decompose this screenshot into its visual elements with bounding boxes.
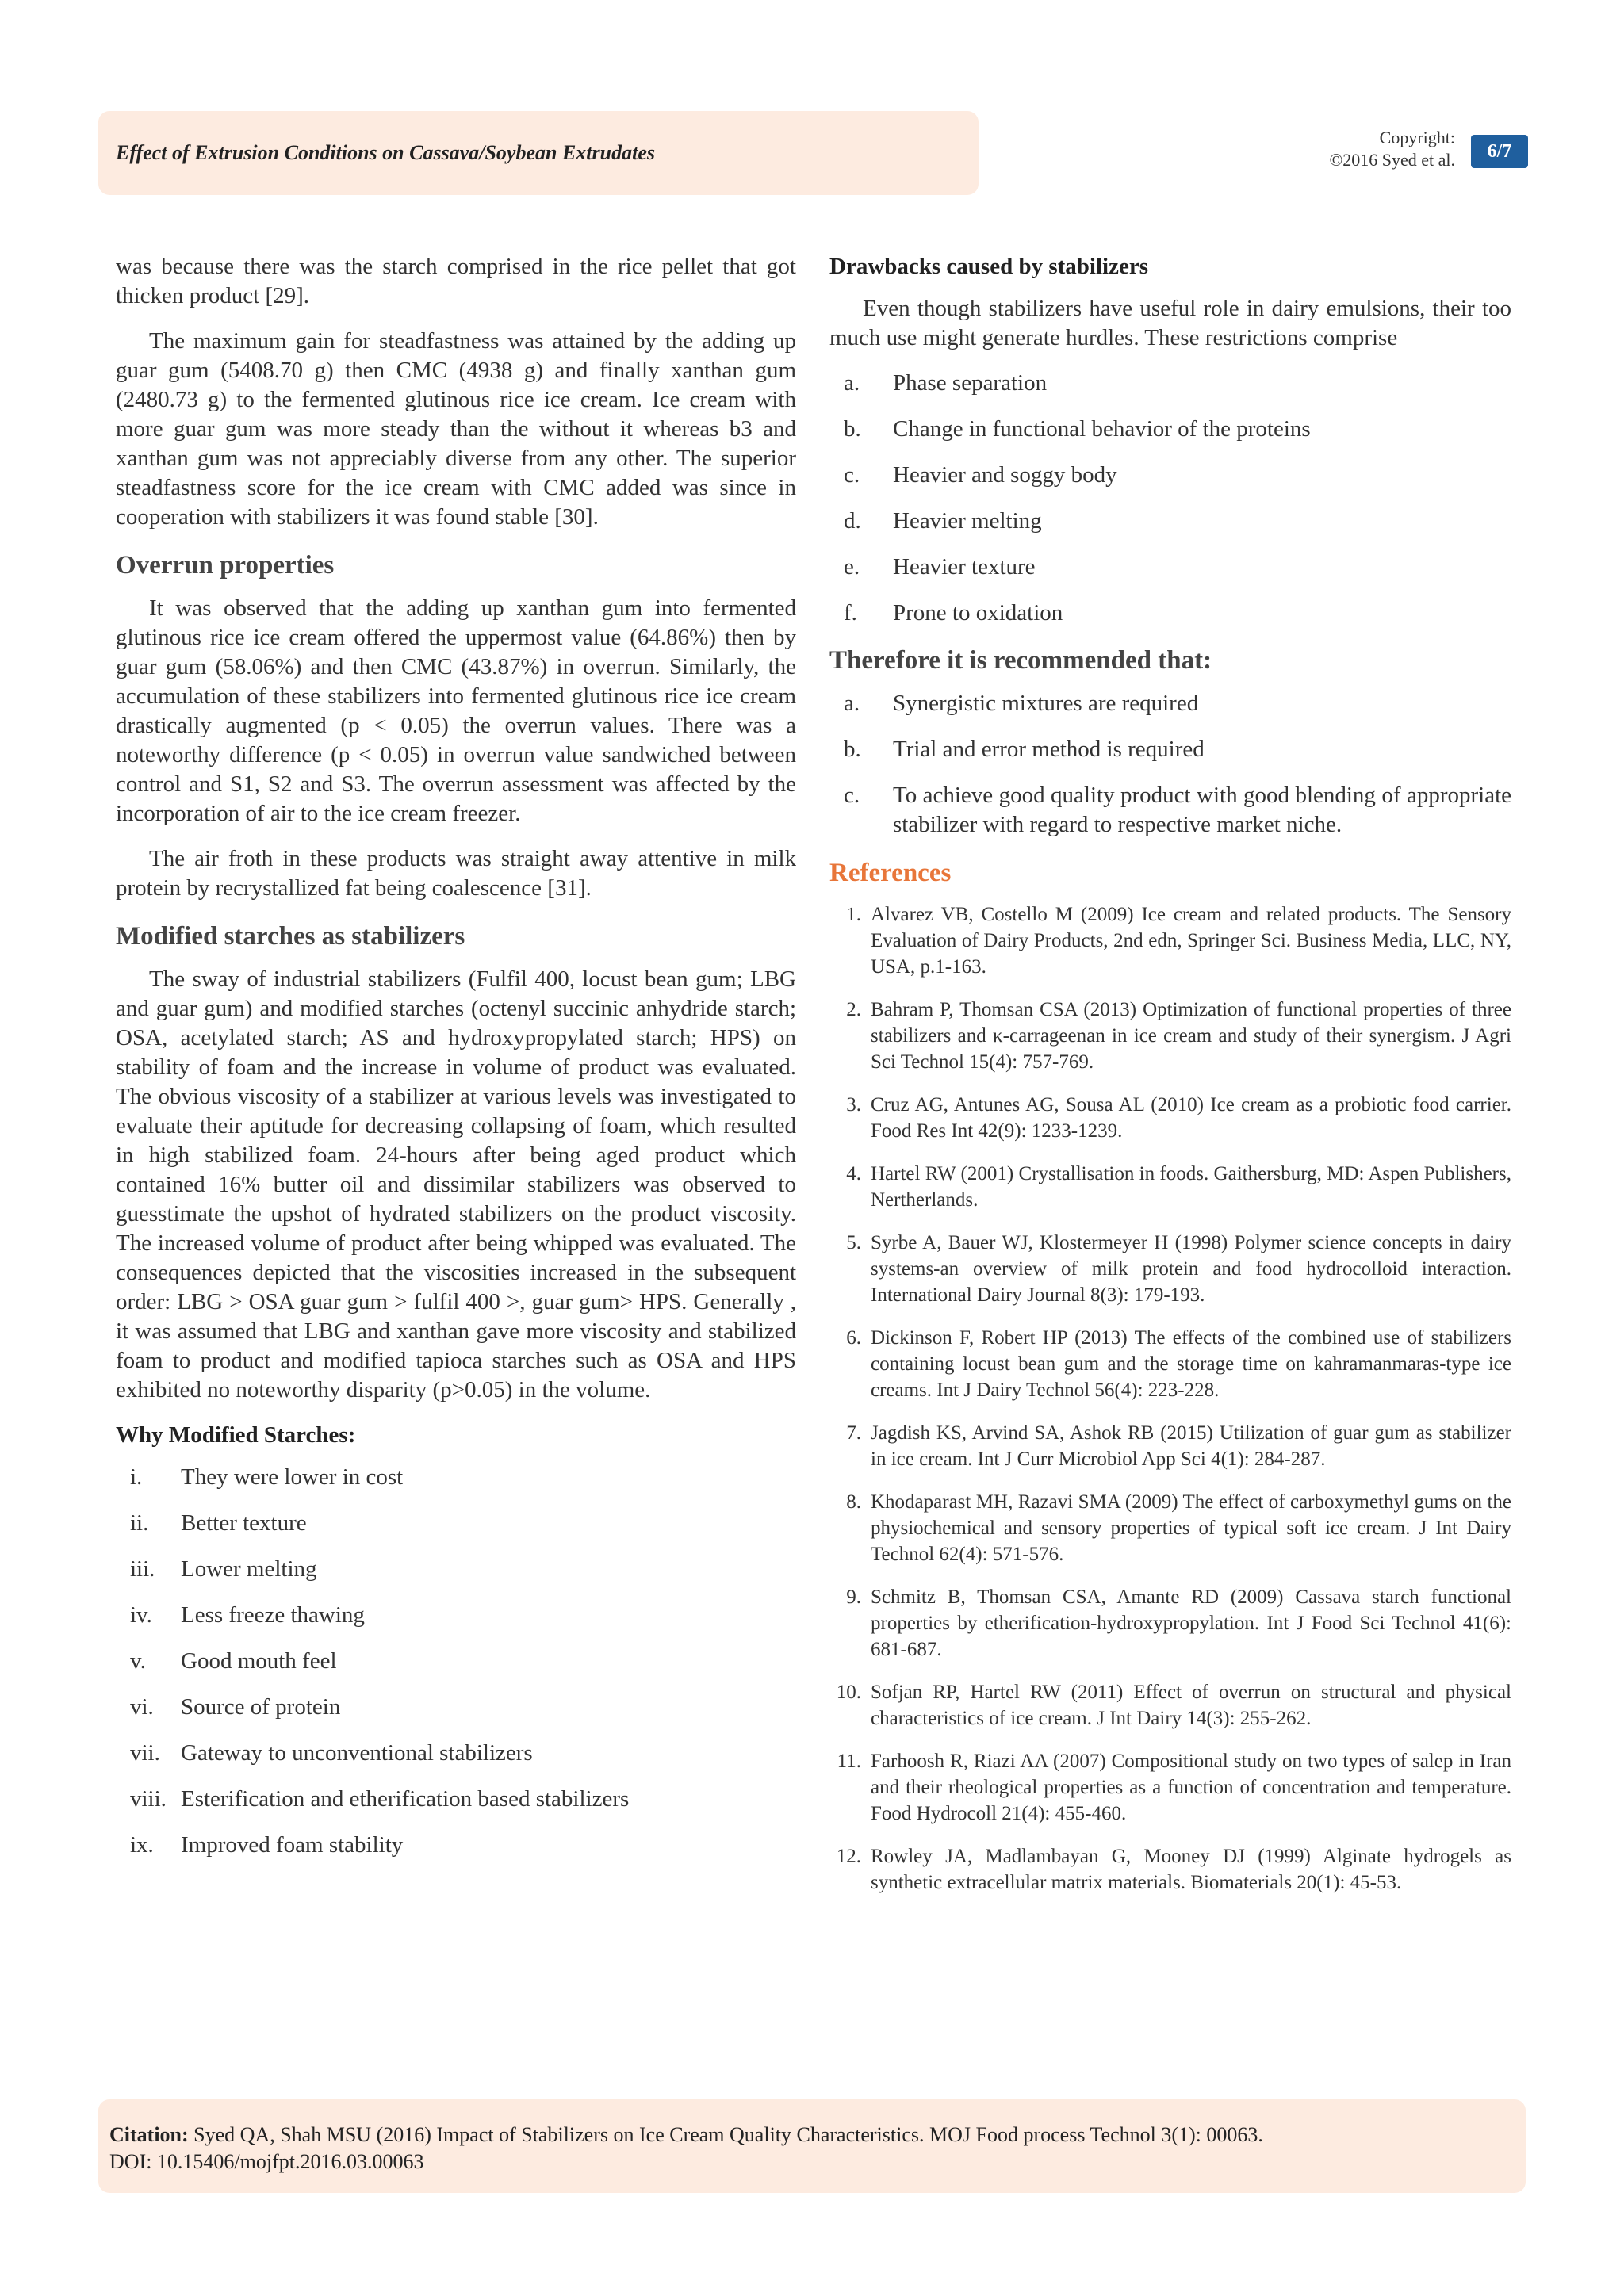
citation-label: Citation:: [109, 2123, 189, 2146]
list-marker: i.: [130, 1464, 143, 1490]
why-modified-list: [116, 1463, 796, 1860]
reference-item: [829, 1489, 1511, 1567]
list-text: Gateway to unconventional stabilizers: [181, 1740, 533, 1766]
reference-number: 2.: [846, 999, 861, 1020]
right-column: [829, 252, 1511, 1912]
reference-item: [829, 997, 1511, 1075]
paragraph-steadfastness: The maximum gain for steadfastness was attained by the adding up guar gum (5408.70 g) then CMC (4938 g) and finally xanthan gum (2480.73 g) to the fermented glutinous rice ice cream. Ice cream with more guar gum was more steady than the without it whereas b3 and xanthan gum was not appreciably diverse from any other. The superior steadfastness score for the ice cream with CMC added was since in cooperation with stabilizers it was found stable [30].: [116, 328, 796, 530]
list-item: [829, 599, 1511, 628]
list-text: Heavier and soggy body: [893, 462, 1117, 488]
reference-number: 7.: [846, 1422, 861, 1444]
reference-text: Dickinson F, Robert HP (2013) The effects of the combined use of stabilizers containing locust bean gum and the storage time on kahramanmaras-type ice creams. Int J Dairy Technol 56(4): 223-228.: [871, 1327, 1511, 1401]
reference-item: [829, 1584, 1511, 1663]
paragraph-drawbacks: Even though stabilizers have useful role in dairy emulsions, their too much use might generate hurdles. These restrictions comprise: [829, 296, 1511, 350]
list-marker: c.: [844, 783, 860, 808]
list-item: [829, 781, 1511, 840]
reference-text: Farhoosh R, Riazi AA (2007) Compositional study on two types of salep in Iran and their rheological properties as a function of concentration and temperature. Food Hydrocoll 21(4): 455-460.: [871, 1751, 1511, 1824]
reference-number: 3.: [846, 1094, 861, 1115]
reference-text: Khodaparast MH, Razavi SMA (2009) The effect of carboxymethyl gums on the physiochemical and sensory properties of typical soft ice cream. J Int Dairy Technol 62(4): 571-576.: [871, 1491, 1511, 1565]
header-bar: [98, 111, 979, 195]
heading-modified-starches: Modified starches as stabilizers: [116, 922, 465, 951]
copyright-label: Copyright:: [1379, 128, 1455, 147]
list-text: Change in functional behavior of the proteins: [893, 416, 1311, 442]
list-item: [116, 1785, 796, 1814]
list-marker: v.: [130, 1648, 146, 1674]
reference-item: [829, 1092, 1511, 1144]
reference-text: Schmitz B, Thomsan CSA, Amante RD (2009) Cassava starch functional properties by etherification-hydroxypropylation. Int J Food Sci Technol 41(6): 681-687.: [871, 1586, 1511, 1660]
reference-number: 4.: [846, 1163, 861, 1184]
heading-drawbacks: Drawbacks caused by stabilizers: [829, 254, 1148, 279]
list-marker: viii.: [130, 1786, 167, 1812]
list-marker: e.: [844, 554, 860, 580]
heading-recommended: Therefore it is recommended that:: [829, 646, 1212, 675]
reference-text: Syrbe A, Bauer WJ, Klostermeyer H (1998) Polymer science concepts in dairy systems-an overview of milk protein and food hydrocolloid interaction. International Dairy Journal 8(3): 179-193.: [871, 1232, 1511, 1306]
list-text: Esterification and etherification based stabilizers: [181, 1786, 630, 1812]
list-item: [829, 553, 1511, 582]
list-item: [116, 1739, 796, 1768]
list-text: Less freeze thawing: [181, 1602, 365, 1628]
drawbacks-list: [829, 369, 1511, 628]
list-marker: c.: [844, 462, 860, 488]
list-item: [829, 689, 1511, 718]
citation-text: Syed QA, Shah MSU (2016) Impact of Stabilizers on Ice Cream Quality Characteristics. MOJ Food process Technol 3(1): 00063.: [193, 2123, 1263, 2146]
list-marker: iii.: [130, 1556, 155, 1582]
heading-why-modified: Why Modified Starches:: [116, 1422, 356, 1448]
reference-number: 5.: [846, 1232, 861, 1253]
list-text: Improved foam stability: [181, 1832, 404, 1858]
list-text: Source of protein: [181, 1694, 341, 1720]
paragraph-continued: was because there was the starch comprised in the rice pellet that got thicken product [29].: [116, 254, 796, 308]
recommend-list: [829, 689, 1511, 840]
list-text: Synergistic mixtures are required: [893, 691, 1199, 716]
running-title: Effect of Extrusion Conditions on Cassava/Soybean Extrudates: [116, 141, 655, 164]
list-text: To achieve good quality product with good blending of appropriate stabilizer with regard to respective market niche.: [893, 783, 1511, 837]
doi-line: DOI: 10.15406/mojfpt.2016.03.00063: [109, 2150, 424, 2173]
list-item: [116, 1831, 796, 1860]
reference-text: Alvarez VB, Costello M (2009) Ice cream and related products. The Sensory Evaluation of Dairy Products, 2nd edn, Springer Sci. Business Media, LLC, NY, USA, p.1-163.: [871, 904, 1511, 978]
list-marker: d.: [844, 508, 861, 534]
paragraph-modified-starches: The sway of industrial stabilizers (Fulfil 400, locust bean gum; LBG and guar gum) and modified starches (octenyl succinic anhydride starch; OSA, acetylated starch; AS and hydroxypropylated starch; HPS) on stability of foam and the increase in volume of product was evaluated. The obvious viscosity of a stabilizer at various levels was investigated to evaluate their aptitude for decreasing collapsing of foam, which resulted in high stabilized foam. 24-hours after being aged product which contained 16% butter oil and dissimilar stabilizers was observed to guesstimate the upshot of hydrated stabilizers on the product viscosity. The increased volume of product after being whipped was evaluated. The consequences depicted that the viscosities increased in the subsequent order: LBG > OSA guar gum > fulfil 400 >, guar gum> HPS. Generally , it was assumed that LBG and xanthan gave more viscosity and stabilized foam to product and modified tapioca starches such as OSA and HPS exhibited no noteworthy disparity (p>0.05) in the volume.: [116, 966, 796, 1402]
list-item: [116, 1647, 796, 1676]
reference-text: Hartel RW (2001) Crystallisation in foods. Gaithersburg, MD: Aspen Publishers, Nertherlands.: [871, 1163, 1511, 1211]
page-number-badge: 6/7: [1471, 135, 1528, 168]
list-marker: b.: [844, 416, 861, 442]
left-column: [116, 252, 796, 1877]
reference-number: 1.: [846, 904, 861, 925]
reference-item: [829, 1679, 1511, 1732]
list-text: Prone to oxidation: [893, 600, 1063, 626]
list-item: [116, 1463, 796, 1492]
list-item: [829, 369, 1511, 398]
paragraph-air-froth: The air froth in these products was straight away attentive in milk protein by recrystallized fat being coalescence [31].: [116, 846, 796, 901]
reference-text: Cruz AG, Antunes AG, Sousa AL (2010) Ice cream as a probiotic food carrier. Food Res Int 42(9): 1233-1239.: [871, 1094, 1511, 1142]
list-marker: a.: [844, 691, 860, 716]
reference-item: [829, 901, 1511, 980]
citation-bar: [98, 2099, 1526, 2193]
list-text: Good mouth feel: [181, 1648, 337, 1674]
reference-number: 9.: [846, 1586, 861, 1608]
list-marker: a.: [844, 370, 860, 396]
list-marker: iv.: [130, 1602, 152, 1628]
reference-item: [829, 1843, 1511, 1896]
paragraph-overrun: It was observed that the adding up xanthan gum into fermented glutinous rice ice cream offered the uppermost value (64.86%) then by guar gum (58.06%) and then CMC (43.87%) in overrun. Similarly, the accumulation of these stabilizers into fermented glutinous rice ice cream drastically augmented (p < 0.05) the overrun values. There was a noteworthy difference (p < 0.05) in overrun value sandwiched between control and S1, S2 and S3. The overrun assessment was affected by the incorporation of air to the ice cream freezer.: [116, 595, 796, 826]
list-marker: b.: [844, 737, 861, 762]
citation-line: [109, 2122, 1513, 2149]
copyright-holder: ©2016 Syed et al.: [1329, 150, 1455, 170]
heading-references: References: [829, 859, 952, 887]
reference-text: Jagdish KS, Arvind SA, Ashok RB (2015) Utilization of guar gum as stabilizer in ice cream. Int J Curr Microbiol App Sci 4(1): 284-287.: [871, 1422, 1511, 1470]
list-marker: f.: [844, 600, 857, 626]
reference-text: Rowley JA, Madlambayan G, Mooney DJ (1999) Alginate hydrogels as synthetic extracellular matrix materials. Biomaterials 20(1): 45-53.: [871, 1846, 1511, 1893]
list-text: They were lower in cost: [181, 1464, 404, 1490]
reference-text: Bahram P, Thomsan CSA (2013) Optimization of functional properties of three stabilizers and κ-carrageenan in ice cream and study of their synergism. J Agri Sci Technol 15(4): 757-769.: [871, 999, 1511, 1073]
list-marker: ii.: [130, 1510, 149, 1536]
list-item: [829, 415, 1511, 444]
list-marker: vi.: [130, 1694, 154, 1720]
list-marker: ix.: [130, 1832, 154, 1858]
reference-number: 8.: [846, 1491, 861, 1513]
reference-number: 12.: [836, 1846, 861, 1867]
reference-text: Sofjan RP, Hartel RW (2011) Effect of overrun on structural and physical characteristics of ice cream. J Int Dairy 14(3): 255-262.: [871, 1682, 1511, 1729]
reference-item: [829, 1230, 1511, 1308]
list-text: Trial and error method is required: [893, 737, 1205, 762]
list-item: [116, 1601, 796, 1630]
reference-number: 10.: [836, 1682, 861, 1703]
list-item: [116, 1693, 796, 1722]
list-item: [116, 1555, 796, 1584]
citation-block: [109, 2122, 1513, 2175]
reference-number: 6.: [846, 1327, 861, 1349]
list-marker: vii.: [130, 1740, 160, 1766]
list-text: Better texture: [181, 1510, 307, 1536]
reference-number: 11.: [837, 1751, 861, 1772]
list-item: [116, 1509, 796, 1538]
reference-item: [829, 1325, 1511, 1403]
list-text: Lower melting: [181, 1556, 317, 1582]
list-item: [829, 461, 1511, 490]
list-item: [829, 735, 1511, 764]
list-text: Heavier melting: [893, 508, 1042, 534]
heading-overrun: Overrun properties: [116, 551, 335, 580]
reference-item: [829, 1748, 1511, 1827]
list-text: Phase separation: [893, 370, 1048, 396]
copyright-notice: [1237, 127, 1455, 171]
reference-item: [829, 1420, 1511, 1472]
references-list: [829, 901, 1511, 1896]
reference-item: [829, 1161, 1511, 1213]
list-item: [829, 507, 1511, 536]
list-text: Heavier texture: [893, 554, 1036, 580]
